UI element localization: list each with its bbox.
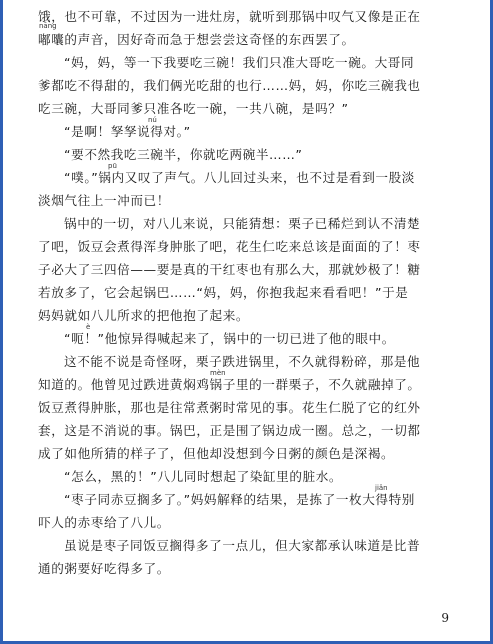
text-line: 饿，也不可靠，不过因为一进灶房，就听到那锅中叹气又像是正在 — [38, 9, 421, 24]
text-line: 嘟囔的声音，因好奇而急于想尝尝这奇怪的东西罢了。 — [38, 32, 355, 47]
text-line: 知道的。他曾见过跌进黄焖鸡锅子里的一群栗子，不久就融掉了。 — [38, 377, 421, 392]
text-line: 这不能不说是奇怪呀，栗子跌进锅里，不久就得粉碎，那是他 — [64, 354, 421, 369]
text-line: 爹都吃不得甜的，我们俩光吃甜的也行……妈，妈，你吃三碗我也 — [38, 78, 421, 93]
text-line: “呃！”他惊异得喊起来了，锅中的一切已进了他的眼中。 — [64, 331, 395, 346]
pinyin-annotation: jiǎn — [375, 484, 388, 492]
text-line: 若放多了，它会起锅巴……“妈，妈，你抱我起来看看吧！”于是 — [38, 285, 409, 300]
text-line: 通的粥要好吃得多了。 — [38, 561, 170, 576]
text-line: “是啊！孥孥说得对。” — [64, 124, 191, 139]
text-line: “妈，妈，等一下我要吃三碗！我们只准大哥吃一碗。大哥同 — [64, 55, 415, 70]
text-line: 套，这是不消说的事。锅巴，正是围了锅边成一圈。总之，一切都 — [38, 423, 421, 438]
text-line: “噗。”锅内又叹了声气。八儿回过头来，也不过是看到一股淡 — [64, 170, 415, 185]
text-line: “怎么，黑的！”八儿同时想起了染缸里的脏水。 — [64, 469, 343, 484]
text-line: 子必大了三四倍——要是真的干红枣也有那么大，那就妙极了！糖 — [38, 262, 421, 277]
text-line: 淡烟气往上一冲而已！ — [38, 193, 170, 208]
pinyin-annotation: nú — [148, 116, 157, 124]
page-number: 9 — [441, 611, 449, 625]
text-line: 吓人的赤枣给了八儿。 — [38, 515, 170, 530]
pinyin-annotation: mèn — [210, 369, 226, 377]
text-line: 吃三碗，大哥同爹只准各吃一碗，一共八碗，是吗？” — [38, 101, 349, 116]
text-line: 饭豆煮得肿胀，那也是往常煮粥时常见的事。花生仁脱了它的红外 — [38, 400, 421, 415]
text-line: 妈妈就如八儿所求的把他抱了起来。 — [38, 308, 250, 323]
text-line: 锅中的一切，对八儿来说，只能猜想：栗子已稀烂到认不清楚 — [64, 216, 421, 231]
text-line: “枣子同赤豆搁多了。”妈妈解释的结果，是拣了一枚大得特别 — [64, 492, 415, 507]
text-line: 虽说是枣子同饭豆搁得多了一点儿，但大家都承认味道是比普 — [64, 538, 421, 553]
pinyin-annotation: è — [86, 323, 91, 331]
text-line: 了吧，饭豆会煮得浑身肿胀了吧，花生仁吃来总该是面面的了！枣 — [38, 239, 421, 254]
text-line: 成了如他所猜的样子了，但他却没想到今日粥的颜色是深褐。 — [38, 446, 395, 461]
pinyin-annotation: pū — [108, 162, 117, 170]
pinyin-annotation: nāng — [39, 22, 57, 30]
text-line: “要不然我吃三碗半，你就吃两碗半……” — [64, 147, 303, 162]
